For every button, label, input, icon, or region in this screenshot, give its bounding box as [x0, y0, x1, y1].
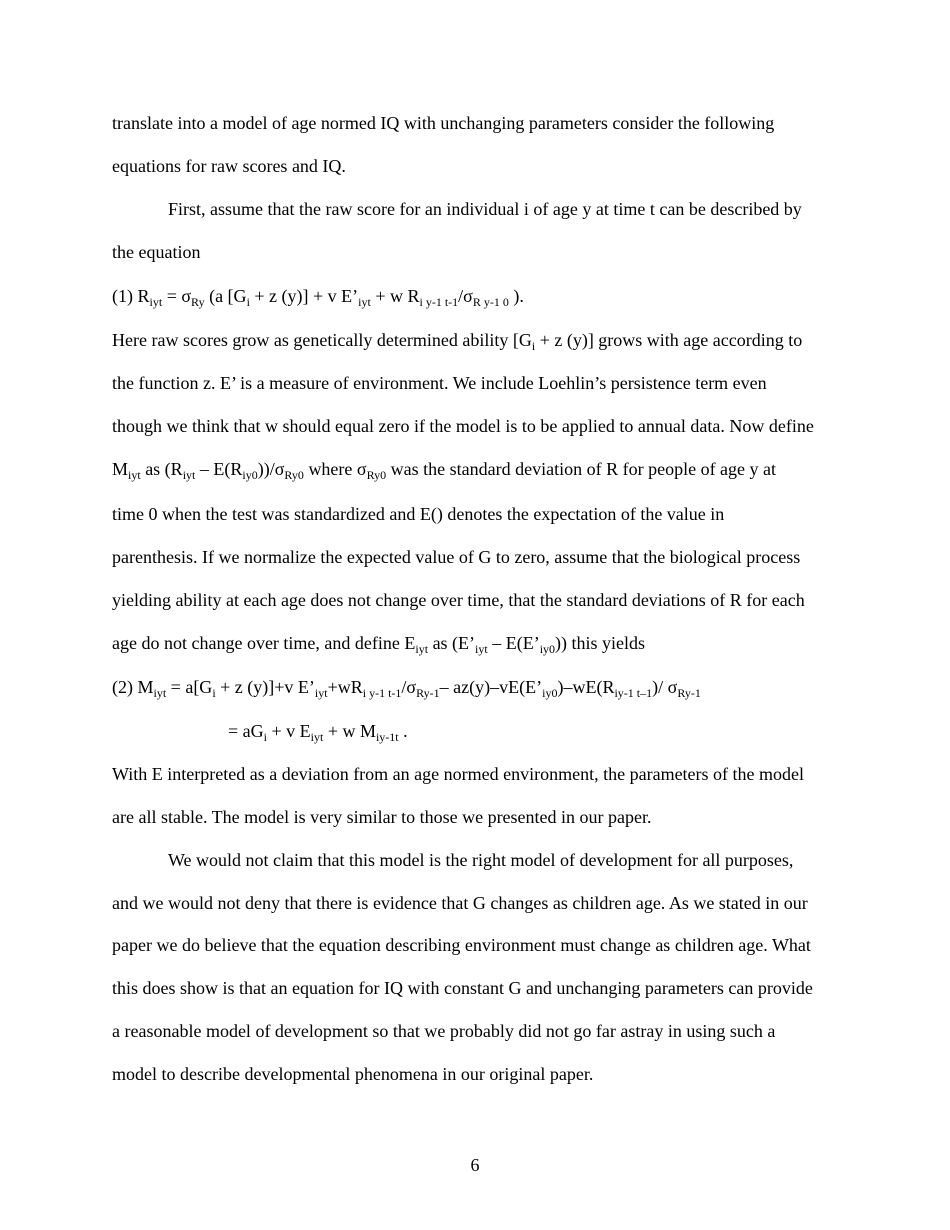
body-text-line: time 0 when the test was standardized and E() denotes the expectation of the value in [112, 504, 725, 524]
body-text-line: age do not change over time, and define $E_{iyt}$ as ($E’_{iyt}$ – $E(E’_{iy0})$) this yields [112, 633, 646, 656]
body-text-line: paper we do believe that the equation describing environment must change as children age. What [112, 935, 811, 955]
body-text-line: translate into a model of age normed IQ with unchanging parameters consider the following [112, 113, 775, 133]
body-text-line: a reasonable model of development so that we probably did not go far astray in using such a [112, 1021, 776, 1041]
body-text-line: the equation [112, 242, 201, 262]
equation-2: (2) $M_{iyt} = a[G_i + z$ (y)]+v $E’_{iyt}+wR_{i y-1 t-1}/\sigma_{Ry-1}-$ $az(y)-vE(E’_{iy0})-wE(R_{iy-1 t-1})/$ $\sigma_{Ry-1}$ [112, 677, 701, 700]
body-text-line: the function z. E’ is a measure of environment. We include Loehlin’s persistence term even [112, 373, 767, 393]
body-text-line: parenthesis. If we normalize the expected value of G to zero, assume that the biological process [112, 547, 801, 567]
body-text-line: model to describe developmental phenomena in our original paper. [112, 1064, 594, 1084]
body-text-line: Here raw scores grow as genetically determined ability [$G_i + z$ (y)] grows with age according to [112, 330, 803, 353]
body-text-line: are all stable. The model is very similar to those we presented in our paper. [112, 807, 652, 827]
body-text-line: First, assume that the raw score for an individual i of age y at time t can be described by [168, 199, 802, 219]
body-text-line: With E interpreted as a deviation from an age normed environment, the parameters of the model [112, 764, 805, 784]
body-text-line: this does show is that an equation for IQ with constant G and unchanging parameters can provide [112, 978, 813, 998]
body-text-line: yielding ability at each age does not change over time, that the standard deviations of R for each [112, 590, 805, 610]
body-text-line: $M_{iyt}$ as $(R_{iyt} - E(R_{iy0}))/\sigma_{Ry0}$ where $\sigma_{Ry0}$ was the standard deviation of R for people of age y at [112, 459, 777, 482]
body-text-line: equations for raw scores and IQ. [112, 156, 346, 176]
page-number: 6 [470, 1155, 480, 1175]
body-text-line: and we would not deny that there is evidence that G changes as children age. As we stated in our [112, 893, 808, 913]
body-text-line: We would not claim that this model is the right model of development for all purposes, [168, 850, 794, 870]
equation-2-continuation: = $aG_i + v$ $E_{iyt} + w$ $M_{iy-1t}$ . [228, 721, 408, 744]
equation-1: (1) $R_{iyt} = \sigma_{Ry}$ (a [$G_i + z$ (y)] + v $E’_{iyt} + w$ $R_{i y-1 t-1}/\sigma_{R y-1 0}$ ). [112, 286, 524, 309]
body-text-line: though we think that w should equal zero if the model is to be applied to annual data. Now define [112, 416, 814, 436]
